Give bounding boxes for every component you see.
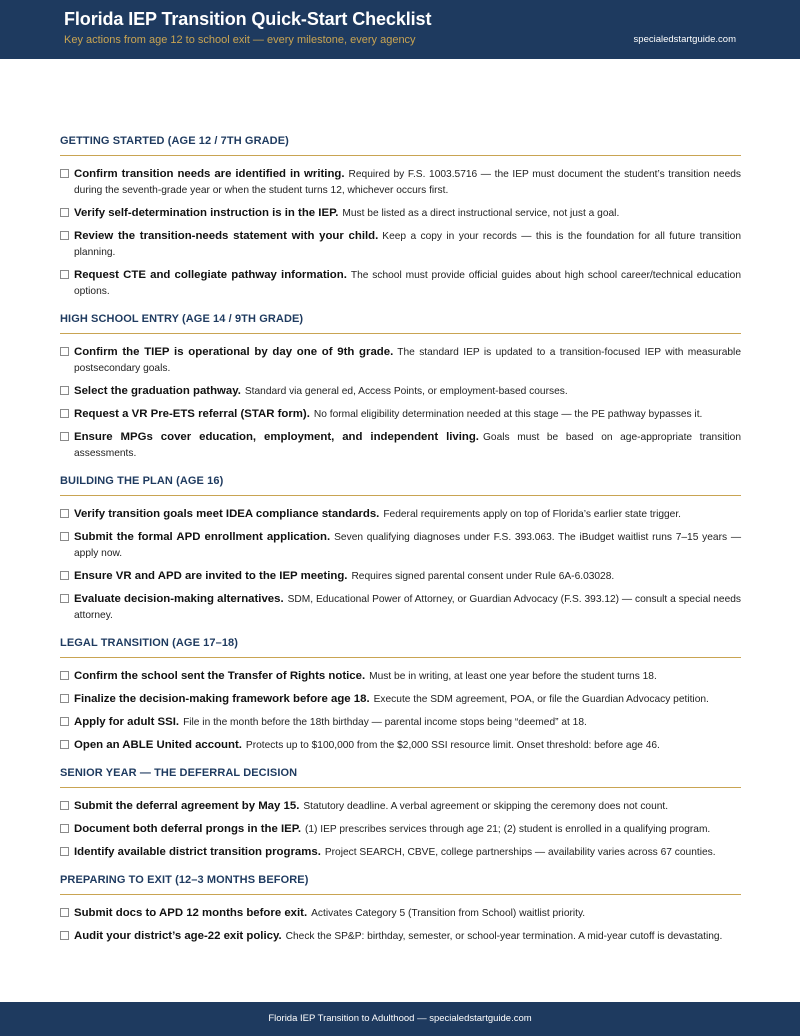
checklist-items — [60, 156, 741, 300]
item-description: The school must provide official guides about high school career/technical education options. — [74, 270, 741, 297]
item-description: Must be in writing, at least one year before the student turns 18. — [369, 671, 657, 682]
checklist-item — [60, 267, 741, 300]
checklist-items — [60, 895, 741, 945]
checklist-section — [60, 762, 741, 861]
item-description: Check the SP&P: birthday, semester, or school-year termination. A mid-year cutoff is devastating. — [285, 931, 723, 942]
checklist-item — [60, 429, 741, 462]
item-title: Request CTE and collegiate pathway information. — [74, 269, 347, 281]
checklist-section — [60, 130, 741, 300]
checklist-items — [60, 496, 741, 624]
checklist-items — [60, 334, 741, 462]
checklist-item — [60, 844, 741, 861]
checklist-item — [60, 905, 741, 922]
checkbox[interactable] — [60, 270, 69, 279]
checkbox[interactable] — [60, 509, 69, 518]
item-description: Requires signed parental consent under Rule 6A-6.03028. — [351, 571, 615, 582]
checkbox[interactable] — [60, 347, 69, 356]
checklist-item — [60, 798, 741, 815]
checklist-item — [60, 821, 741, 838]
item-title: Identify available district transition programs. — [74, 846, 321, 858]
item-description: Protects up to $100,000 from the $2,000 SSI resource limit. Onset threshold: before age 46. — [245, 740, 660, 751]
section-heading: SENIOR YEAR — THE DEFERRAL DECISION — [60, 762, 741, 788]
checkbox[interactable] — [60, 231, 69, 240]
item-description: Seven qualifying diagnoses under F.S. 393.063. The iBudget waitlist runs 7–15 years — apply now. — [74, 532, 742, 559]
section-heading: HIGH SCHOOL ENTRY (AGE 14 / 9TH GRADE) — [60, 308, 741, 334]
checklist-item — [60, 591, 741, 624]
section-heading: LEGAL TRANSITION (AGE 17–18) — [60, 632, 741, 658]
checklist-item — [60, 166, 741, 199]
checklist-section — [60, 308, 741, 462]
checklist-item — [60, 668, 741, 685]
page-title: Florida IEP Transition Quick-Start Checklist — [64, 9, 432, 29]
checklist-section — [60, 632, 741, 754]
checkbox[interactable] — [60, 532, 69, 541]
checklist-section — [60, 470, 741, 624]
checkbox[interactable] — [60, 824, 69, 833]
checklist-item — [60, 928, 741, 945]
item-title: Open an ABLE United account. — [74, 739, 242, 751]
item-description: Standard via general ed, Access Points, or employment-based courses. — [244, 386, 568, 397]
item-title: Submit the formal APD enrollment application. — [74, 531, 331, 543]
item-title: Ensure MPGs cover education, employment, and independent living. — [74, 431, 479, 443]
checklist-item — [60, 714, 741, 731]
checklist-item — [60, 344, 741, 377]
site-url: specialedstartguide.com — [633, 34, 736, 45]
page-footer: Florida IEP Transition to Adulthood — specialedstartguide.com — [0, 1002, 800, 1036]
item-title: Submit the deferral agreement by May 15. — [74, 800, 300, 812]
checkbox[interactable] — [60, 409, 69, 418]
item-description: Statutory deadline. A verbal agreement or skipping the ceremony does not count. — [303, 801, 669, 812]
checkbox[interactable] — [60, 169, 69, 178]
item-title: Audit your district’s age-22 exit policy. — [74, 930, 282, 942]
section-heading: BUILDING THE PLAN (AGE 16) — [60, 470, 741, 496]
checkbox[interactable] — [60, 908, 69, 917]
checkbox[interactable] — [60, 386, 69, 395]
checkbox[interactable] — [60, 847, 69, 856]
checkbox[interactable] — [60, 594, 69, 603]
item-title: Submit docs to APD 12 months before exit. — [74, 907, 308, 919]
item-description: (1) IEP prescribes services through age 21; (2) student is enrolled in a qualifying program. — [305, 824, 711, 835]
checkbox[interactable] — [60, 571, 69, 580]
item-description: Keep a copy in your records — this is the foundation for all future transition planning. — [74, 231, 741, 258]
page-subtitle: Key actions from age 12 to school exit — every milestone, every agency — [64, 34, 416, 46]
checklist-item — [60, 383, 741, 400]
checklist-item — [60, 228, 741, 261]
item-description: Project SEARCH, CBVE, college partnerships — availability varies across 67 counties. — [324, 847, 716, 858]
item-title: Confirm the school sent the Transfer of Rights notice. — [74, 670, 366, 682]
section-heading: PREPARING TO EXIT (12–3 MONTHS BEFORE) — [60, 869, 741, 895]
item-title: Confirm transition needs are identified in writing. — [74, 168, 345, 180]
item-description: Execute the SDM agreement, POA, or file the Guardian Advocacy petition. — [373, 694, 709, 705]
item-description: Goals must be based on age-appropriate transition assessments. — [74, 432, 742, 459]
checklist-item — [60, 691, 741, 708]
item-description: No formal eligibility determination needed at this stage — the PE pathway bypasses it. — [313, 409, 703, 420]
item-title: Document both deferral prongs in the IEP. — [74, 823, 301, 835]
item-title: Confirm the TIEP is operational by day one of 9th grade. — [74, 346, 394, 358]
item-title: Verify transition goals meet IDEA compliance standards. — [74, 508, 380, 520]
checklist-content — [60, 130, 741, 953]
checkbox[interactable] — [60, 801, 69, 810]
checklist-section — [60, 869, 741, 945]
checkbox[interactable] — [60, 931, 69, 940]
item-description: Federal requirements apply on top of Florida’s earlier state trigger. — [383, 509, 681, 520]
checklist-items — [60, 658, 741, 754]
item-description: SDM, Educational Power of Attorney, or Guardian Advocacy (F.S. 393.12) — consult a special needs attorney. — [74, 594, 741, 621]
checkbox[interactable] — [60, 671, 69, 680]
checkbox[interactable] — [60, 208, 69, 217]
checkbox[interactable] — [60, 740, 69, 749]
item-title: Ensure VR and APD are invited to the IEP meeting. — [74, 570, 348, 582]
checklist-item — [60, 205, 741, 222]
checklist-item — [60, 529, 741, 562]
item-title: Request a VR Pre-ETS referral (STAR form). — [74, 408, 310, 420]
checklist-items — [60, 788, 741, 861]
item-description: Activates Category 5 (Transition from School) waitlist priority. — [311, 908, 586, 919]
checkbox[interactable] — [60, 717, 69, 726]
item-title: Select the graduation pathway. — [74, 385, 241, 397]
checklist-item — [60, 406, 741, 423]
checklist-item — [60, 568, 741, 585]
checklist-item — [60, 506, 741, 523]
page-header — [0, 0, 800, 59]
item-title: Review the transition-needs statement with your child. — [74, 230, 379, 242]
item-title: Verify self-determination instruction is in the IEP. — [74, 207, 339, 219]
item-description: File in the month before the 18th birthday — parental income stops being “deemed” at 18. — [183, 717, 587, 728]
item-title: Evaluate decision-making alternatives. — [74, 593, 284, 605]
item-description: Must be listed as a direct instructional service, not just a goal. — [342, 208, 620, 219]
checkbox[interactable] — [60, 432, 69, 441]
item-title: Finalize the decision-making framework before age 18. — [74, 693, 370, 705]
section-heading: GETTING STARTED (AGE 12 / 7TH GRADE) — [60, 130, 741, 156]
checkbox[interactable] — [60, 694, 69, 703]
item-title: Apply for adult SSI. — [74, 716, 180, 728]
item-description: Required by F.S. 1003.5716 — the IEP must document the student’s transition needs during the seventh-grade year or when the student turns 12, whichever occurs first. — [74, 169, 741, 196]
checklist-item — [60, 737, 741, 754]
item-description: The standard IEP is updated to a transition-focused IEP with measurable postsecondary goals. — [74, 347, 741, 374]
